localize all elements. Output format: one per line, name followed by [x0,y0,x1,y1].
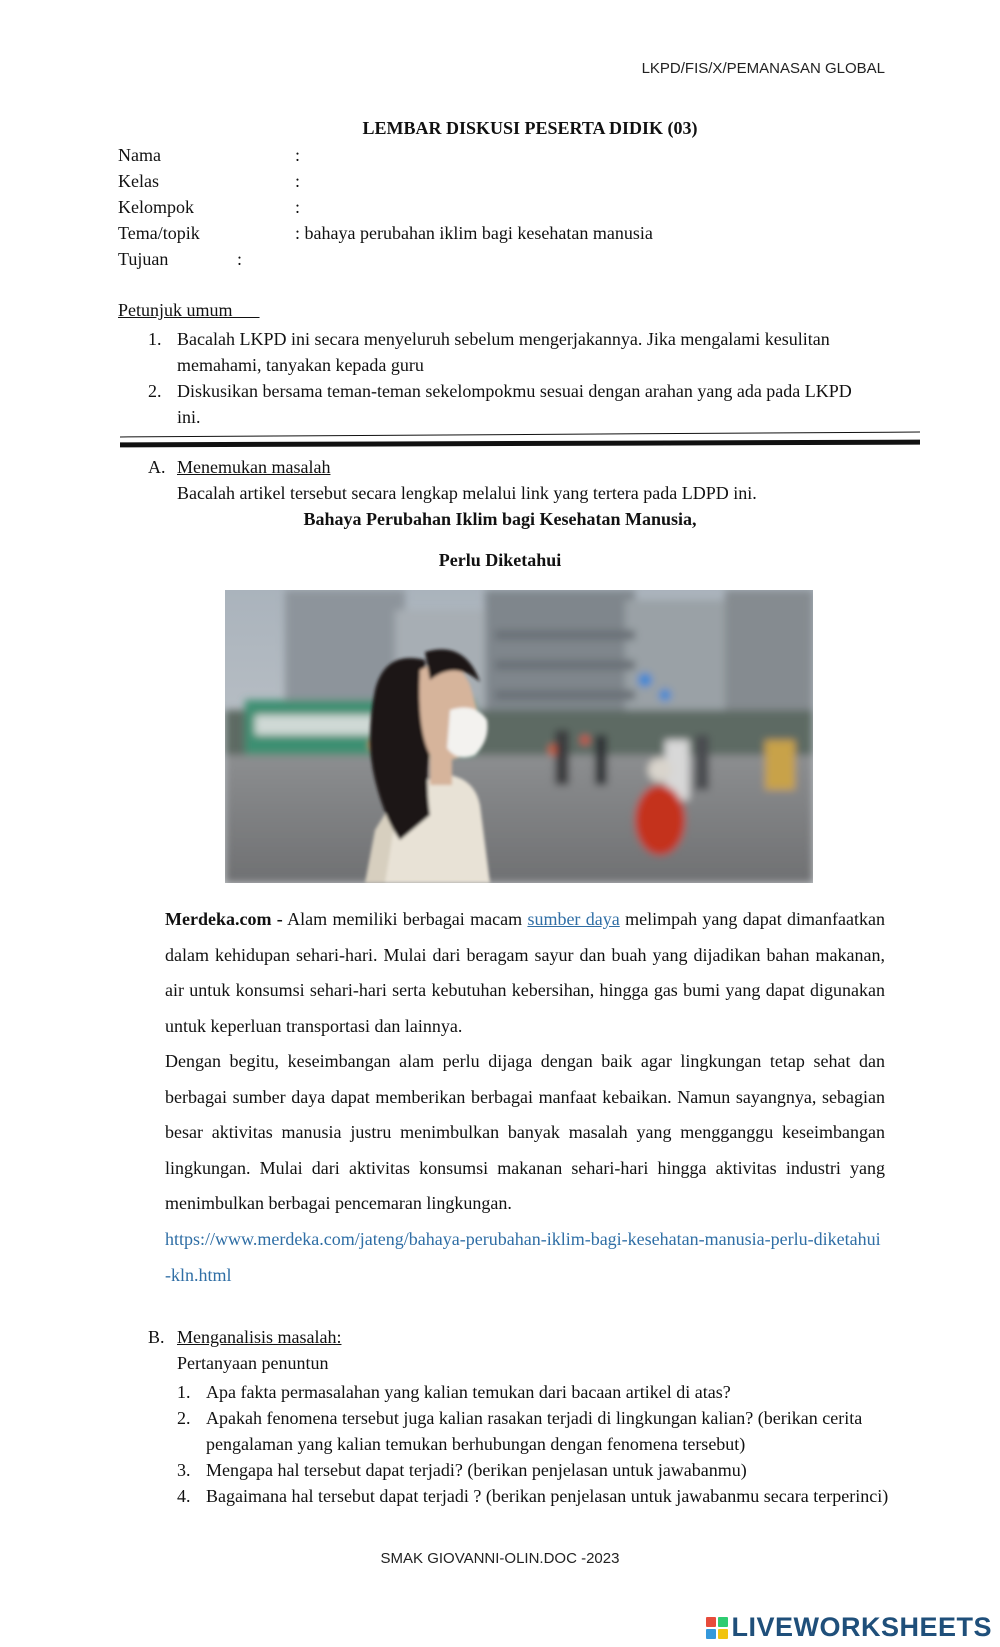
field-nama-label: Nama [118,145,161,165]
question-item-4 [177,1483,897,1509]
field-tujuan-colon: : [237,249,243,269]
question-3-text: Mengapa hal tersebut dapat terjadi? (berikan penjelasan untuk jawabanmu) [206,1460,747,1480]
field-kelompok [118,194,194,220]
field-tujuan-label: Tujuan [118,249,169,269]
question-1-num: 1. [177,1382,191,1402]
question-2-num: 2. [177,1408,191,1428]
liveworksheets-brand[interactable] [706,1612,992,1643]
document-code: LKPD/FIS/X/PEMANASAN GLOBAL [641,60,885,77]
petunjuk-item-2 [148,378,868,430]
section-b-title: Menganalisis masalah: [177,1327,342,1347]
petunjuk-item-1-num: 1. [148,329,162,349]
question-2-text: Apakah fenomena tersebut juga kalian rasakan terjadi di lingkungan kalian? (berikan cerita pengalaman yang kalian temukan berhubungan dengan fenomena tersebut) [206,1408,863,1454]
sumber-daya-link[interactable]: sumber daya [527,909,620,929]
field-kelompok-label: Kelompok [118,197,194,217]
question-list [177,1379,897,1509]
article-title-line-2: Perlu Diketahui [438,550,562,570]
article-paragraph-2 [165,1044,885,1222]
question-item-2 [177,1405,897,1457]
petunjuk-item-1-text: Bacalah LKPD ini secara menyeluruh sebelum mengerjakannya. Jika mengalami kesulitan memahami, tanyakan kepada guru [177,329,830,375]
liveworksheets-wordmark: LIVEWORKSHEETS [731,1612,992,1642]
article-p1-after-link: melimpah yang dapat dimanfaatkan dalam kehidupan sehari-hari. Mulai dari beragam sayur dan buah yang dijadikan bahan makanan, air untuk konsumsi sehari-hari serta kebutuhan kebersihan, hingga gas bumi yang dapat digunakan untuk keperluan transportasi dan lainnya. [165,909,886,1036]
article-p1-before-link: Alam memiliki berbagai macam [287,909,523,929]
page-title: LEMBAR DISKUSI PESERTA DIDIK (03) [362,118,698,138]
logo-square-2 [718,1617,728,1627]
section-b-subtitle: Pertanyaan penuntun [177,1353,329,1373]
section-a-letter: A. [148,457,166,477]
logo-square-1 [706,1617,716,1627]
field-kelompok-colon: : [295,197,301,217]
article-paragraph-1 [165,902,885,1044]
divider-thin [120,432,920,438]
field-tema [118,220,200,246]
section-b-letter: B. [148,1327,165,1347]
field-nama-colon: : [295,145,301,165]
article-p2-text: Dengan begitu, keseimbangan alam perlu dijaga dengan baik agar lingkungan tetap sehat dan berbagai sumber daya dapat memberikan berbagai manfaat kebaikan. Namun sayangnya, sebagian besar aktivitas manusia justru menimbulkan banyak masalah yang mengganggu keseimbangan lingkungan. Mulai dari aktivitas konsumsi makanan sehari-hari hingga aktivitas industri yang menimbulkan berbagai pencemaran lingkungan. [165,1051,885,1213]
field-kelas-label: Kelas [118,171,159,191]
question-item-1 [177,1379,897,1405]
petunjuk-item-2-num: 2. [148,381,162,401]
article-url-block [165,1222,885,1293]
field-tema-label: Tema/topik [118,223,200,243]
page-footer: SMAK GIOVANNI-OLIN.DOC -2023 [380,1550,620,1567]
question-4-text: Bagaimana hal tersebut dapat terjadi ? (berikan penjelasan untuk jawabanmu secara terperinci) [206,1486,889,1506]
logo-square-4 [718,1629,728,1639]
article-photo-illustration [225,590,813,883]
question-3-num: 3. [177,1460,191,1480]
article-photo [225,590,813,883]
article-title-line-1: Bahaya Perubahan Iklim bagi Kesehatan Manusia, [303,509,697,529]
section-a-title: Menemukan masalah [177,457,331,477]
petunjuk-item-1 [148,326,868,378]
liveworksheets-logo-icon [706,1617,728,1639]
article-source: Merdeka.com - [165,909,283,929]
petunjuk-item-2-text: Diskusikan bersama teman-teman sekelompokmu sesuai dengan arahan yang ada pada LKPD ini. [177,381,852,427]
section-a-instruction: Bacalah artikel tersebut secara lengkap melalui link yang tertera pada LDPD ini. [177,483,757,503]
question-4-num: 4. [177,1486,191,1506]
petunjuk-heading-text: Petunjuk umum [118,300,233,320]
question-item-3 [177,1457,897,1483]
divider-thick [120,440,920,448]
field-tujuan [118,246,168,272]
logo-square-3 [706,1629,716,1639]
question-1-text: Apa fakta permasalahan yang kalian temukan dari bacaan artikel di atas? [206,1382,731,1402]
field-nama [118,142,161,168]
field-tema-value: : bahaya perubahan iklim bagi kesehatan manusia [295,223,653,243]
petunjuk-heading [118,300,260,321]
field-kelas [118,168,159,194]
article-url-link[interactable]: https://www.merdeka.com/jateng/bahaya-perubahan-iklim-bagi-kesehatan-manusia-perlu-diketahui-kln.html [165,1229,881,1285]
field-kelas-colon: : [295,171,301,191]
